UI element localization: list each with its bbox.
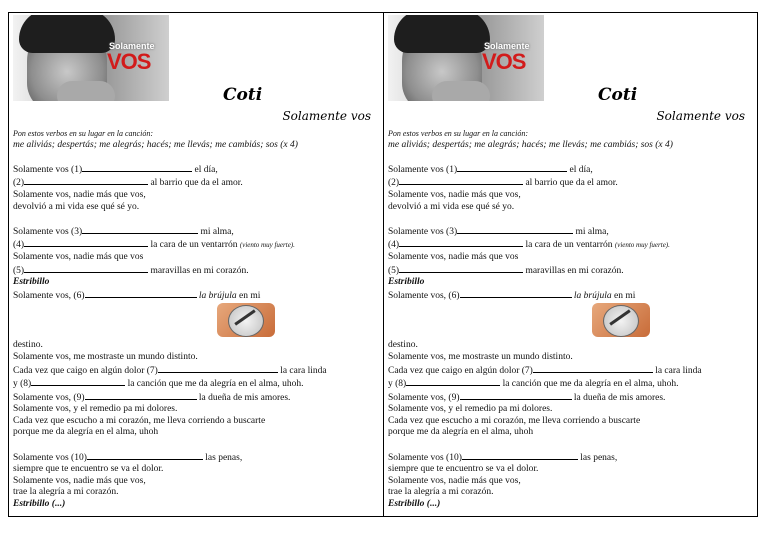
- answer-blank[interactable]: [533, 364, 653, 373]
- lyric-line: Solamente vos (1) el día,: [388, 164, 593, 175]
- answer-blank[interactable]: [462, 451, 578, 460]
- lyric-line: y (8) la canción que me da alegría en el alma, uhoh.: [13, 379, 304, 390]
- answer-blank[interactable]: [399, 238, 523, 247]
- lyric-line: Solamente vos, (6) la brújula en mi: [388, 290, 636, 301]
- lyric-line: Solamente vos, me mostraste un mundo distinto.: [13, 351, 198, 362]
- answer-blank[interactable]: [24, 176, 148, 185]
- lyric-line: (5) maravillas en mi corazón.: [388, 265, 624, 276]
- lyric-line: (5) maravillas en mi corazón.: [13, 265, 249, 276]
- answer-blank[interactable]: [406, 377, 500, 386]
- instruction: Pon estos verbos en su lugar en la canción:: [388, 129, 528, 138]
- lyric-line: Solamente vos, nadie más que vos,: [388, 189, 521, 200]
- answer-blank[interactable]: [158, 364, 278, 373]
- answer-blank[interactable]: [85, 289, 197, 298]
- cover-logo-small: Solamente: [109, 41, 155, 51]
- lyric-line: (2) al barrio que da el amor.: [13, 178, 243, 189]
- answer-blank[interactable]: [457, 225, 573, 234]
- lyric-line: Solamente vos, (9) la dueña de mis amores.: [388, 392, 666, 403]
- lyric-line: destino.: [13, 340, 43, 351]
- lyric-line: Solamente vos (10) las penas,: [13, 452, 243, 463]
- lyric-line: Solamente vos, nadie más que vos: [388, 251, 519, 262]
- lyric-line: trae la alegría a mi corazón.: [13, 487, 119, 498]
- lyric-line: Solamente vos, (6) la brújula en mi: [13, 290, 261, 301]
- lyric-line: Cada vez que caigo en algún dolor (7) la cara linda: [388, 365, 702, 376]
- chorus-label: Estribillo: [388, 277, 425, 288]
- lyric-line: trae la alegría a mi corazón.: [388, 487, 494, 498]
- answer-blank[interactable]: [24, 238, 148, 247]
- lyric-line: Solamente vos (1) el día,: [13, 164, 218, 175]
- lyric-line: Solamente vos, nadie más que vos,: [13, 189, 146, 200]
- answer-blank[interactable]: [460, 289, 572, 298]
- answer-blank[interactable]: [87, 451, 203, 460]
- cover-logo-big: VOS: [482, 49, 526, 74]
- lyric-line: Solamente vos, nadie más que vos: [13, 251, 144, 262]
- lyric-line: Solamente vos, nadie más que vos,: [388, 475, 521, 486]
- worksheet-copy-left: [9, 13, 383, 516]
- answer-blank[interactable]: [399, 264, 523, 273]
- lyric-line: siempre que te encuentro se va el dolor.: [13, 464, 164, 475]
- album-cover-image: [388, 15, 544, 101]
- lyric-line: destino.: [388, 340, 418, 351]
- lyric-line: Solamente vos, me mostraste un mundo distinto.: [388, 351, 573, 362]
- lyric-line: Solamente vos (3) mi alma,: [13, 226, 234, 237]
- lyric-line: siempre que te encuentro se va el dolor.: [388, 464, 539, 475]
- answer-blank[interactable]: [457, 163, 567, 172]
- compass-image: [217, 303, 275, 337]
- lyrics-exercise: [13, 128, 373, 511]
- lyric-line: (4) la cara de un ventarrón (viento muy fuerte).: [13, 240, 295, 251]
- lyric-line: devolvió a mi vida ese qué sé yo.: [388, 201, 515, 212]
- chorus-label-end: Estribillo (...): [13, 499, 66, 510]
- lyric-line: devolvió a mi vida ese qué sé yo.: [13, 201, 140, 212]
- answer-blank[interactable]: [82, 225, 198, 234]
- lyric-line: Solamente vos, y el remedio pa mi dolores.: [388, 404, 553, 415]
- album-cover-image: [13, 15, 169, 101]
- lyric-line: Cada vez que caigo en algún dolor (7) la cara linda: [13, 365, 327, 376]
- lyric-line: y (8) la canción que me da alegría en el alma, uhoh.: [388, 379, 679, 390]
- lyric-line: Cada vez que escucho a mi corazón, me lleva corriendo a buscarte: [13, 415, 266, 426]
- cover-logo-big: VOS: [107, 49, 151, 74]
- verb-list: me aliviás; despertás; me alegrás; hacés; me llevás; me cambiás; sos (x 4): [13, 139, 298, 150]
- lyric-line: porque me da alegría en el alma, uhoh: [13, 427, 159, 438]
- lyric-line: porque me da alegría en el alma, uhoh: [388, 427, 534, 438]
- lyric-line: Solamente vos, nadie más que vos,: [13, 475, 146, 486]
- lyric-line: Solamente vos, y el remedio pa mi dolores.: [13, 404, 178, 415]
- song-title: Solamente vos: [282, 109, 371, 123]
- worksheet: [8, 12, 758, 517]
- answer-blank[interactable]: [399, 176, 523, 185]
- artist-name: Coti: [598, 85, 638, 105]
- verb-list: me aliviás; despertás; me alegrás; hacés; me llevás; me cambiás; sos (x 4): [388, 139, 673, 150]
- worksheet-copy-right: [383, 13, 757, 516]
- answer-blank[interactable]: [460, 391, 572, 400]
- answer-blank[interactable]: [82, 163, 192, 172]
- chorus-label-end: Estribillo (...): [388, 499, 441, 510]
- song-title: Solamente vos: [656, 109, 745, 123]
- lyric-line: (4) la cara de un ventarrón (viento muy fuerte).: [388, 240, 670, 251]
- lyric-line: Solamente vos (10) las penas,: [388, 452, 618, 463]
- artist-name: Coti: [223, 85, 263, 105]
- answer-blank[interactable]: [24, 264, 148, 273]
- answer-blank[interactable]: [85, 391, 197, 400]
- instruction: Pon estos verbos en su lugar en la canción:: [13, 129, 153, 138]
- answer-blank[interactable]: [31, 377, 125, 386]
- lyric-line: (2) al barrio que da el amor.: [388, 178, 618, 189]
- lyric-line: Solamente vos (3) mi alma,: [388, 226, 609, 237]
- compass-image: [592, 303, 650, 337]
- lyrics-exercise: [388, 128, 748, 511]
- chorus-label: Estribillo: [13, 277, 50, 288]
- lyric-line: Cada vez que escucho a mi corazón, me lleva corriendo a buscarte: [388, 415, 641, 426]
- cover-logo-small: Solamente: [484, 41, 530, 51]
- lyric-line: Solamente vos, (9) la dueña de mis amores.: [13, 392, 291, 403]
